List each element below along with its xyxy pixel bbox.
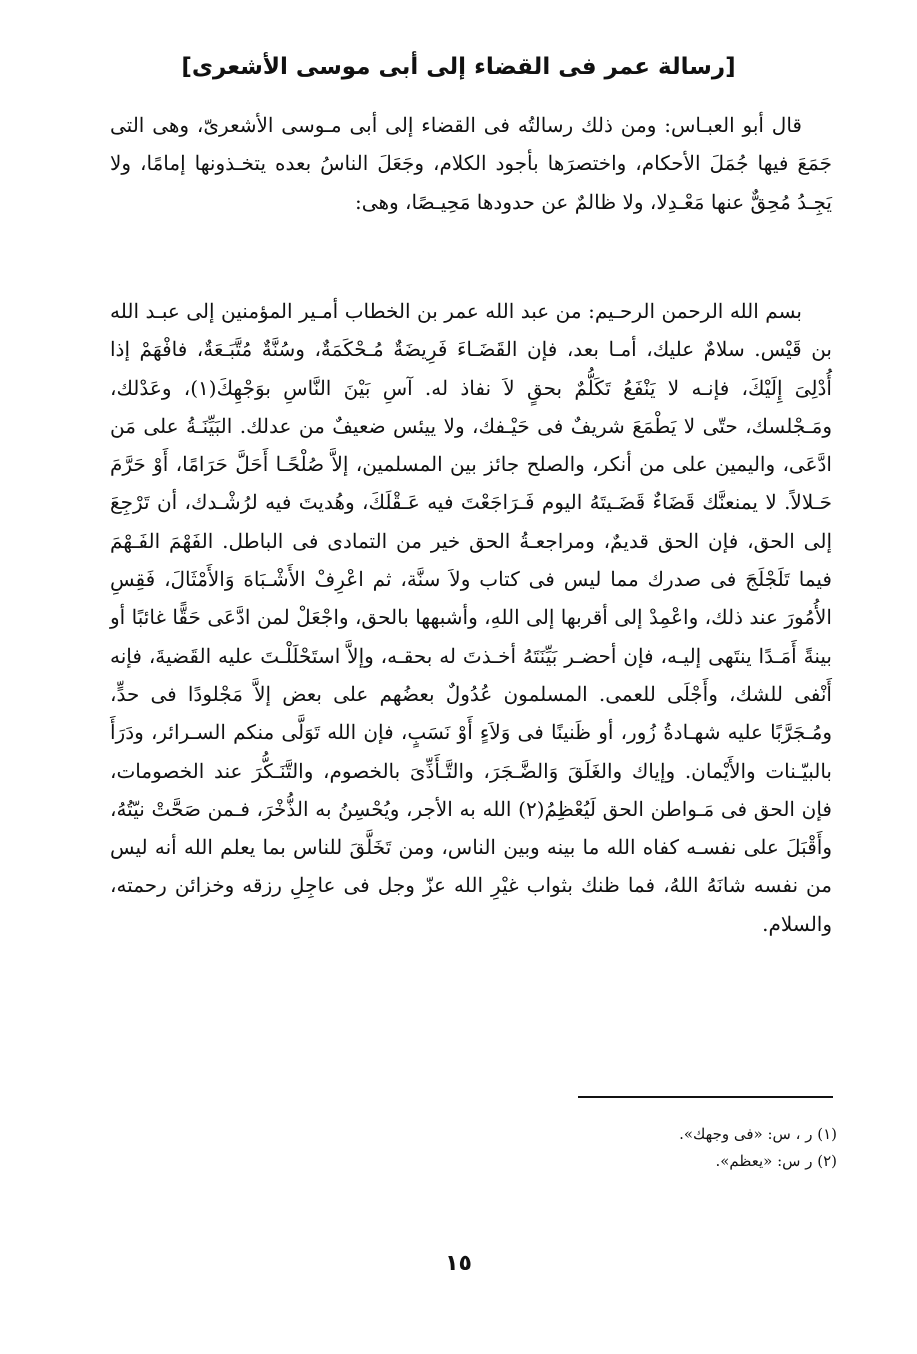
page-number: ١٥ xyxy=(445,1251,472,1276)
footnotes xyxy=(387,1121,837,1175)
footnote-2: (٢) ر س: «يعظم». xyxy=(715,1152,837,1170)
intro-paragraph: قال أبو العبـاس: ومن ذلك رسالتُه فى القضاء إلى أبى مـوسى الأشعرىّ، وهى التى جَمَعَ فيها جُمَلَ الأحكام، واختصرَها بأجود الكلام، وجَعَلَ الناسُ بعده يتخـذونها إمامًا، ولا يَجِـدُ مُحِقٌّ عنها مَعْـدِلا، ولا ظالمٌ عن حدودها مَحِيـصًا، وهى: xyxy=(110,113,832,214)
footnote-1: (١) ر ، س: «فى وجهك». xyxy=(679,1125,837,1143)
chapter-heading: [رسالة عمر فى القضاء إلى أبى موسى الأشعرى] xyxy=(181,54,736,80)
letter-paragraph: بسم الله الرحمن الرحـيم: من عبد الله عمر بن الخطاب أمـير المؤمنين إلى عبـد الله بن قَيْس. سلامٌ عليك، أمـا بعد، فإن القَضَـاءَ فَرِيضَةٌ مُـحْكَمَةٌ، وسُنَّةٌ مُتَّبَـعَةٌ، فافْهَمْ إذا أُدْلِىَ إِلَيْكَ، فإنـه لا يَنْفَعُ تَكَلُّمٌ بحقٍ لاَ نفاذ له. آسِ بَيْنَ النَّاسِ بوَجْهِكَ(١)، وعَدْلك، ومَـجْلسك، حتّى لا يَطْمَعَ شريفٌ فى حَيْـفك، ولا ييئس ضعيفٌ من عدلك. البَيِّنَـةُ على مَن ادَّعَى، واليمين على من أنكر، والصلح جائز بين المسلمين، إلاَّ صُلْحًـا أَحَلَّ حَرَامًا، أَوْ حَرَّمَ حَـلالاً. لا يمنعنَّك قَضَاءٌ قَضَـيتَهُ اليوم فَـرَاجَعْتَ فيه عَـقْلَكَ، وهُديتَ فيه لرُشْـدك، أن تَرْجِعَ إلى الحق، فإن الحق قديمٌ، ومراجعـةُ الحق خير من التمادى فى الباطل. الفَهْمَ الفَـهْمَ فيما تَلَجْلَجَ فى صدرك مما ليس فى كتاب ولاَ سنَّة، ثم اعْرِفْ الأَشْـبَاهَ وَالأَمْثَالَ، فَقِسِ الأُمُورَ عند ذلك، واعْمِدْ إلى أقربها إلى اللهِ، وأشبهها بالحق، واجْعَلْ لمن ادَّعَى حَقًّا غائبًا أو بينةً أَمَـدًا ينتَهى إليـه، فإن أحضـر بَيِّنَتَهُ أخـذتَ له بحقـه، وإلاَّ استَحْلَلْـتَ عليه القَضيةَ، فإنه أَنْفى للشك، وأَجْلَى للعمى. المسلمون عُدُولٌ بعضُهم على بعض إلاَّ مَجْلودًا فى حدٍّ، ومُـجَرَّبًا عليه شهـادةُ زُور، أو ظَنينًا فى وَلاَءٍ أَوْ نَسَبٍ، فإن الله تَوَلَّى منكم السـرائر، ودَرَأَ بالبيّـنات والأَيْمان. وإياك والغَلَقَ وَالضَّـجَرَ، والتَّـأَذِّىَ بالخصوم، والتَّنَـكُّرَ عند الخصومات، فإن الحق فى مَـواطن الحق لَيُعْظِمُ(٢) الله به الأجر، ويُحْسِنُ به الذُّخْرَ، فـمن صَحَّتْ نيّتُهُ، وأَقْبَلَ على نفسـه كفاه الله ما بينه وبين الناس، ومن تَخَلَّقَ للناس بما يعلم الله أنه ليس من نفسه شانَهُ اللهُ، فما ظنك بثواب غيْرِ الله عزّ وجل فى عاجِلِ رزقه وخزائن رحمته، والسلام. xyxy=(110,299,832,936)
footnote-divider xyxy=(578,1096,833,1098)
